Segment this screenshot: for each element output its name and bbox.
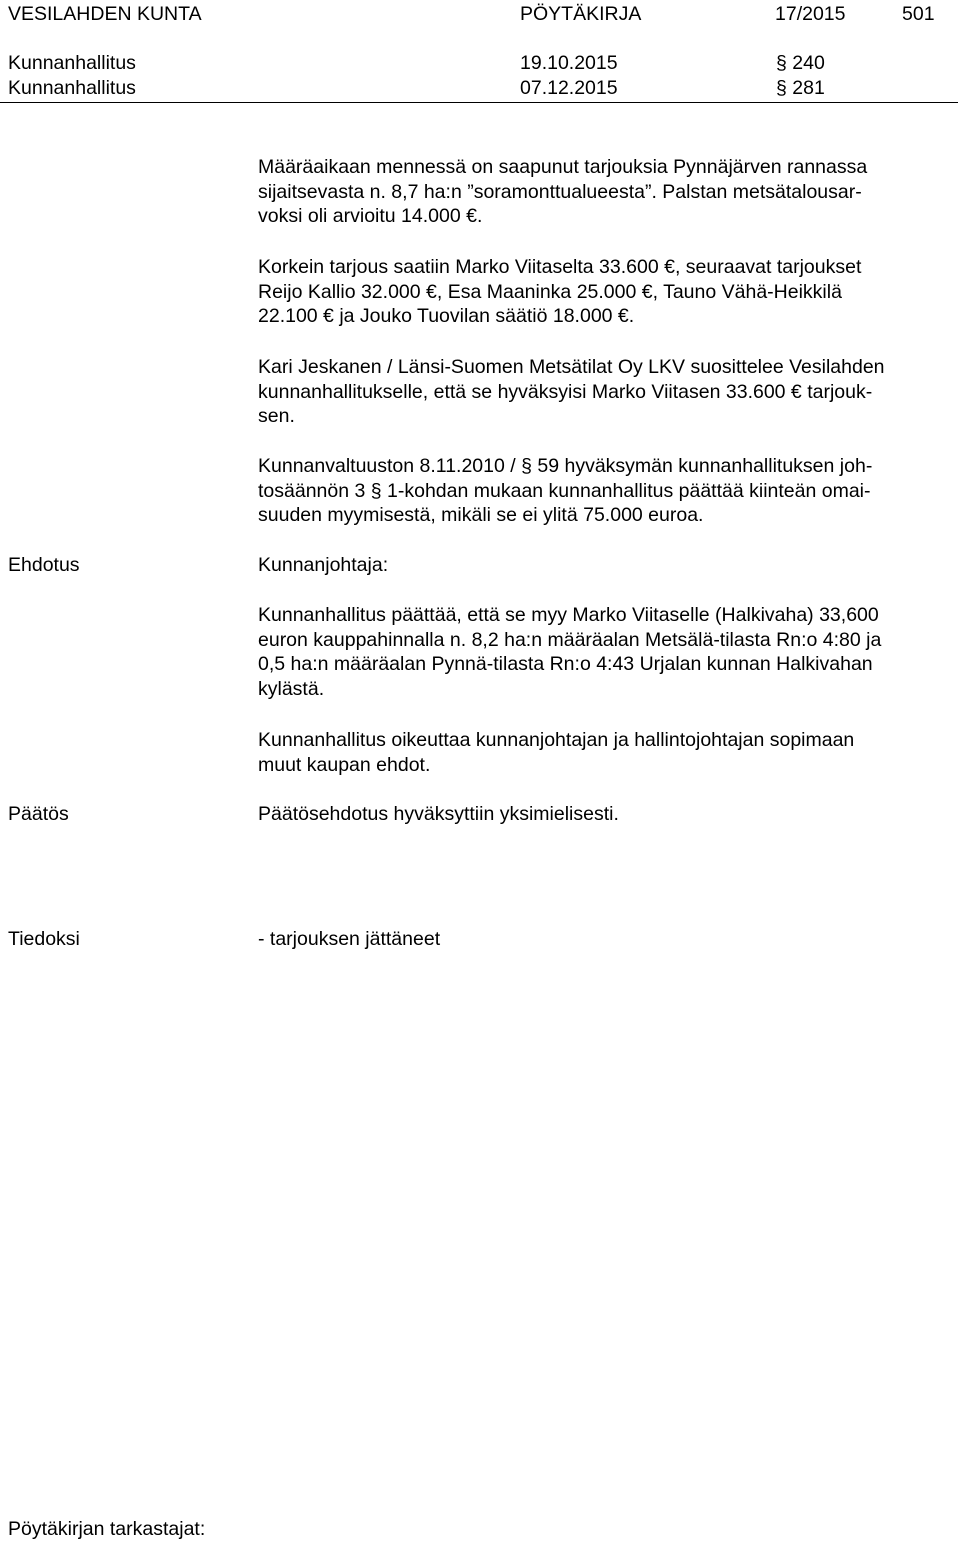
history-body: Kunnanhallitus [8, 52, 136, 74]
text-line: muut kaupan ehdot. [258, 753, 431, 776]
text-line: kunnanhallitukselle, että se hyväksyisi Marko Viitasen 33.600 € tarjouk- [258, 380, 873, 403]
decision-text: Päätösehdotus hyväksyttiin yksimielisesti. [258, 803, 619, 825]
text-line: voksi oli arvioitu 14.000 €. [258, 205, 483, 228]
text-line: 22.100 € ja Jouko Tuovilan säätiö 18.000 €. [258, 305, 635, 328]
text-line: Kunnanvaltuuston 8.11.2010 / § 59 hyväksymän kunnanhallituksen joh- [258, 455, 873, 477]
text-line: Kari Jeskanen / Länsi-Suomen Metsätilat Oy LKV suosittelee Vesilahden [258, 356, 885, 378]
org-name: VESILAHDEN KUNTA [8, 3, 202, 25]
document-number: 17/2015 [775, 3, 846, 25]
text-line: kylästä. [258, 677, 325, 700]
page-number: 501 [902, 3, 935, 25]
history-date: 07.12.2015 [520, 77, 618, 99]
history-date: 19.10.2015 [520, 52, 618, 74]
section-label-paatos: Päätös [8, 803, 69, 825]
minutes-examiners-label: Pöytäkirjan tarkastajat: [8, 1518, 206, 1540]
text-line: Korkein tarjous saatiin Marko Viitaselta 33.600 €, seuraavat tarjoukset [258, 256, 862, 278]
text-line: sen. [258, 405, 295, 428]
text-line: tosäännön 3 § 1-kohdan mukaan kunnanhallitus päättää kiinteän omai- [258, 479, 871, 502]
history-section: § 240 [776, 52, 825, 74]
proposal-author: Kunnanjohtaja: [258, 554, 389, 576]
text-line: Kunnanhallitus oikeuttaa kunnanjohtajan ja hallintojohtajan sopimaan [258, 729, 855, 751]
header-divider [0, 102, 958, 103]
text-line: sijaitsevasta n. 8,7 ha:n ”soramonttualueesta”. Palstan metsätalousar- [258, 180, 862, 203]
document-type: PÖYTÄKIRJA [520, 3, 642, 25]
section-label-tiedoksi: Tiedoksi [8, 928, 80, 950]
paragraph-offers-received [258, 155, 958, 229]
text-line: 0,5 ha:n määräalan Pynnä-tilasta Rn:o 4:43 Urjalan kunnan Halkivahan [258, 653, 873, 676]
text-line: Reijo Kallio 32.000 €, Esa Maaninka 25.000 €, Tauno Vähä-Heikkilä [258, 280, 842, 303]
section-label-ehdotus: Ehdotus [8, 554, 80, 576]
paragraph-offers-list [258, 255, 958, 329]
paragraph-authority [258, 454, 958, 528]
paragraph-recommendation [258, 355, 958, 429]
text-line: Määräaikaan mennessä on saapunut tarjouksia Pynnäjärven rannassa [258, 156, 868, 178]
history-section: § 281 [776, 77, 825, 99]
notification-recipients: - tarjouksen jättäneet [258, 928, 441, 950]
text-line: Kunnanhallitus päättää, että se myy Marko Viitaselle (Halkivaha) 33,600 [258, 604, 879, 626]
text-line: suuden myymisestä, mikäli se ei ylitä 75.000 euroa. [258, 504, 704, 527]
history-body: Kunnanhallitus [8, 77, 136, 99]
paragraph-proposal [258, 603, 958, 701]
text-line: euron kauppahinnalla n. 8,2 ha:n määräalan Metsälä-tilasta Rn:o 4:80 ja [258, 628, 882, 651]
paragraph-authorization [258, 728, 958, 777]
